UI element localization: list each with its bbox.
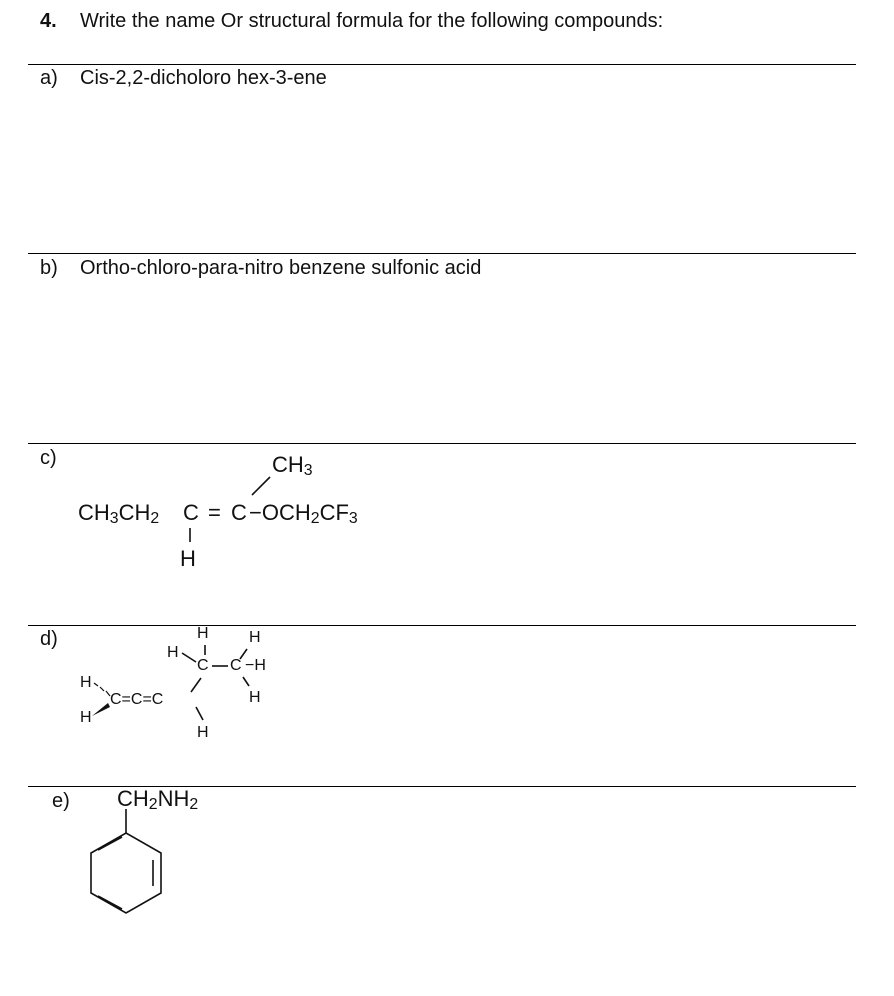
question-prompt: Write the name Or structural formula for the following compounds: <box>80 10 664 32</box>
c-top-group: $CH_3$ <box>272 452 313 479</box>
question-number: 4. <box>40 10 57 32</box>
part-b-label: b) <box>40 257 58 279</box>
c-carbon-2: C <box>231 500 247 525</box>
d-h-mid-left: H <box>167 644 179 661</box>
d-h-under: H <box>197 724 209 741</box>
c-bottom-h: H <box>180 546 196 571</box>
d-h-right: −H <box>245 657 266 674</box>
benzene-ring <box>91 833 161 913</box>
d-hash-1 <box>94 683 98 686</box>
d-hash-3 <box>106 691 110 696</box>
d-c-right: C <box>230 657 242 674</box>
d-bond-right-hbottom <box>243 677 249 686</box>
d-h-right-top: H <box>249 629 261 646</box>
part-d-label: d) <box>40 628 58 650</box>
c-right-group: $-OCH_2CF_3$ <box>249 500 358 527</box>
c-double-bond: = <box>208 500 221 525</box>
d-bond-right-htop <box>240 649 247 659</box>
d-h-bottom-left: H <box>80 709 92 726</box>
part-e-label: e) <box>52 790 70 812</box>
c-carbon-1: C <box>183 500 199 525</box>
d-bond-mid-allene <box>191 678 201 692</box>
c-bond-c2-ch3 <box>252 477 270 495</box>
d-h-mid-top: H <box>197 625 209 642</box>
d-allene: C=C=C <box>110 691 164 708</box>
d-bond-allene-hunder <box>196 707 203 720</box>
d-h-right-bottom: H <box>249 689 261 706</box>
part-c-label: c) <box>40 447 57 469</box>
d-h-top-left: H <box>80 674 92 691</box>
d-wedge-bond <box>92 703 110 716</box>
d-c-mid: C <box>197 657 209 674</box>
benzene-inner-2 <box>98 896 122 909</box>
benzene-inner-3 <box>98 837 122 850</box>
d-hash-2 <box>100 687 104 691</box>
part-a-text: Cis-2,2-dicholoro hex-3-ene <box>80 67 327 89</box>
part-a-label: a) <box>40 67 58 89</box>
d-bond-mid-hleft <box>182 653 196 662</box>
c-left-chain: $CH_3CH_2$ <box>78 500 160 527</box>
part-b-text: Ortho-chloro-para-nitro benzene sulfonic acid <box>80 257 482 279</box>
e-substituent: $CH_2NH_2$ <box>117 786 199 813</box>
